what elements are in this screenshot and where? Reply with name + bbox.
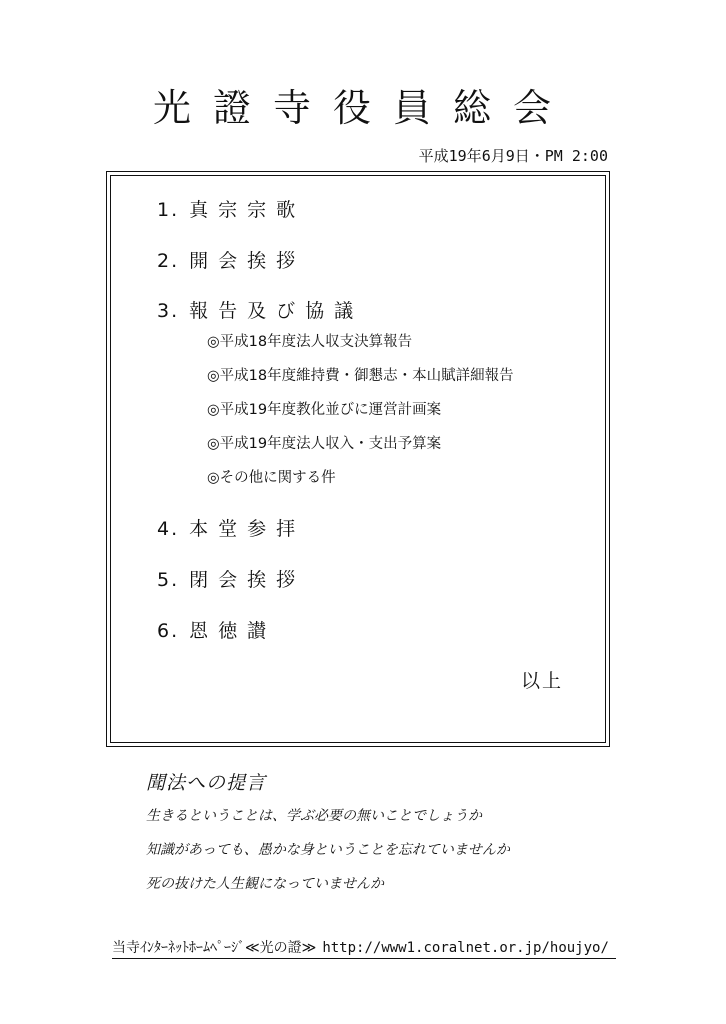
agenda-item <box>157 248 305 274</box>
sub-item: ◎平成18年度維持費・御懇志・本山賦詳細報告 <box>207 368 514 384</box>
teigen-line: 生きるということは、学ぶ必要の無いことでしょうか <box>146 808 482 824</box>
agenda-item-number: 6. <box>157 620 180 642</box>
agenda-item <box>157 298 363 324</box>
teigen-line: 知識があっても、愚かな身ということを忘れていませんか <box>146 842 510 858</box>
agenda-item <box>157 618 276 644</box>
meeting-date: 平成19年6月9日・PM 2:00 <box>418 147 608 165</box>
agenda-item <box>157 516 305 542</box>
teigen-line: 死の抜けた人生観になっていませんか <box>146 876 384 892</box>
agenda-item-number: 2. <box>157 250 180 272</box>
agenda-item-number: 5. <box>157 569 180 591</box>
footer-label: 当寺ｲﾝﾀｰﾈｯﾄﾎｰﾑﾍﾟｰｼﾞ≪光の證≫ <box>112 940 317 956</box>
agenda-item-number: 4. <box>157 518 180 540</box>
footer <box>112 938 616 959</box>
agenda-box <box>106 171 610 747</box>
teigen-heading: 聞法への提言 <box>146 772 267 794</box>
agenda-item-number: 3. <box>157 300 180 322</box>
agenda-item <box>157 567 305 593</box>
agenda-item-label: 本堂参拝 <box>189 518 306 540</box>
homepage-link[interactable]: http://www1.coralnet.or.jp/houjyo/ <box>322 940 609 956</box>
agenda-item-label: 恩徳讃 <box>189 620 277 642</box>
page-title: 光證寺役員総会 <box>152 86 573 130</box>
closing-text: 以上 <box>520 670 563 692</box>
agenda-list <box>107 172 609 746</box>
sub-item: ◎平成19年度法人収入・支出予算案 <box>207 436 442 452</box>
sub-item: ◎平成19年度教化並びに運営計画案 <box>207 402 442 418</box>
agenda-item-label: 真宗宗歌 <box>189 199 306 221</box>
agenda-item-label: 閉会挨拶 <box>189 569 306 591</box>
agenda-item-label: 報告及び協議 <box>189 300 364 322</box>
sub-item: ◎その他に関する件 <box>207 470 336 486</box>
agenda-item-number: 1. <box>157 199 180 221</box>
agenda-item-label: 開会挨拶 <box>189 250 306 272</box>
sub-item: ◎平成18年度法人収支決算報告 <box>207 334 413 350</box>
agenda-item <box>157 197 305 223</box>
